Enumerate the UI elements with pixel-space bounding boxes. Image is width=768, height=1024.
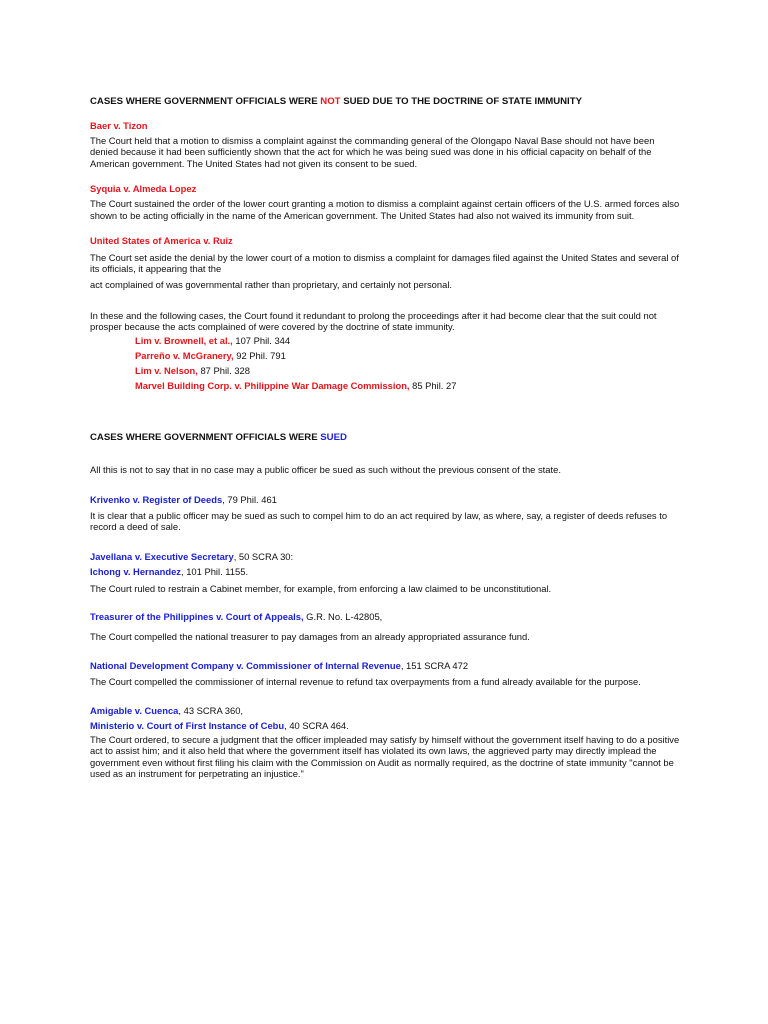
case-amigable <box>90 703 682 718</box>
case-krivenko <box>90 494 682 506</box>
case-name-amigable: Amigable v. Cuenca <box>90 705 179 717</box>
reference-name: Marvel Building Corp. v. Philippine War Damage Commission, <box>135 380 410 392</box>
case-name-krivenko: Krivenko v. Register of Deeds <box>90 494 223 506</box>
reference-name: Lim v. Brownell, et al., <box>135 334 233 346</box>
case-text-syquia: The Court sustained the order of the lower court granting a motion to dismiss a complaint against certain officers of the U.S. armed forces also shown to be acting officially in the name of the American government. The United States had also not waived its immunity from suit. <box>90 197 680 221</box>
case-text-ruiz: The Court set aside the denial by the lower court of a motion to dismiss a complaint for damages filed against the United States and several of its officials, it appearing that the <box>90 251 679 275</box>
heading-emphasis-sued: SUED <box>320 431 347 443</box>
reference-item <box>135 378 682 393</box>
case-title-ruiz: United States of America v. Ruiz <box>90 235 233 247</box>
case-cite-ministerio: , 40 SCRA 464. <box>284 720 349 732</box>
case-text-treasurer: The Court compelled the national treasurer to pay damages from an already appropriated assurance fund. <box>90 630 530 642</box>
reference-item <box>135 348 682 363</box>
case-text-ichong: The Court ruled to restrain a Cabinet member, for example, from enforcing a law claimed to be unconstitutional. <box>90 583 552 595</box>
case-cite-amigable: , 43 SCRA 360, <box>178 705 244 717</box>
reference-item <box>135 333 682 348</box>
case-cite-treasurer: G.R. No. L-42805, <box>303 610 383 622</box>
document-body <box>90 96 682 780</box>
case-ndc <box>90 660 682 672</box>
case-name-ndc: National Development Company v. Commissioner of Internal Revenue <box>90 660 401 672</box>
case-name-javellana: Javellana v. Executive Secretary <box>90 550 234 562</box>
case-text-ndc: The Court compelled the commissioner of internal revenue to refund tax overpayments from a fund already available for the purpose. <box>90 675 641 687</box>
reference-cite: 92 Phil. 791 <box>233 349 286 361</box>
case-cite-ndc: , 151 SCRA 472 <box>400 660 469 672</box>
case-title-syquia: Syquia v. Almeda Lopez <box>90 183 197 195</box>
intro-paragraph: All this is not to say that in no case may a public officer be sued as such without the previous consent of the state. <box>90 463 561 475</box>
section-heading-not-sued <box>90 96 682 108</box>
case-name-treasurer: Treasurer of the Philippines v. Court of Appeals, <box>90 610 304 622</box>
reference-list <box>90 333 682 394</box>
reference-cite: 87 Phil. 328 <box>197 365 250 377</box>
heading-text: CASES WHERE GOVERNMENT OFFICIALS WERE <box>90 96 321 107</box>
case-title-baer: Baer v. Tizon <box>90 120 148 131</box>
heading-text-rest: SUED DUE TO THE DOCTRINE OF STATE IMMUNITY <box>340 96 582 107</box>
reference-cite: 85 Phil. 27 <box>409 380 457 392</box>
case-javellana <box>90 549 682 564</box>
section-heading-sued <box>90 432 682 444</box>
case-text-baer: The Court held that a motion to dismiss a complaint against the commanding general of the Olongapo Naval Base should not have been denied because it had been sufficiently shown that the act for which he was being sued was done in his official capacity on behalf of the American government. The United States had not given its consent to be sued. <box>90 134 655 169</box>
reference-item <box>135 363 682 378</box>
heading-emphasis-not: NOT <box>320 96 341 107</box>
case-cite-javellana: , 50 SCRA 30: <box>233 550 294 562</box>
case-name-ministerio: Ministerio v. Court of First Instance of Cebu <box>90 720 285 732</box>
heading-text: CASES WHERE GOVERNMENT OFFICIALS WERE <box>90 431 321 443</box>
reference-name: Parreño v. McGranery, <box>135 349 234 361</box>
case-treasurer <box>90 611 682 623</box>
reference-name: Lim v. Nelson, <box>135 365 198 377</box>
summary-paragraph: In these and the following cases, the Court found it redundant to prolong the proceedings after it had become clear that the suit could not prosper because the acts complained of were covered by the doctrine of state immunity. <box>90 309 657 333</box>
case-text-ruiz-cont: act complained of was governmental rather than proprietary, and certainly not personal. <box>90 278 453 290</box>
case-name-ichong: Ichong v. Hernandez <box>90 566 181 578</box>
case-text-ministerio: The Court ordered, to secure a judgment that the officer impleaded may satisfy by himself without the government itself having to do a positive act to assist him; and it also held that where the government itself has violated its own laws, the aggrieved party may directly implead the government even without first filing his claim with the Commission on Audit as normally required, as the doctrine of state immunity "cannot be used as an instrument for perpetrating an injustice." <box>90 733 680 780</box>
case-ichong <box>90 564 682 579</box>
case-cite-ichong: , 101 Phil. 1155. <box>180 566 249 578</box>
case-cite-krivenko: , 79 Phil. 461 <box>222 494 277 506</box>
case-ministerio <box>90 718 682 733</box>
reference-cite: 107 Phil. 344 <box>232 334 291 346</box>
case-text-krivenko: It is clear that a public officer may be sued as such to compel him to do an act required by law, as where, say, a register of deeds refuses to record a deed of sale. <box>90 509 668 533</box>
